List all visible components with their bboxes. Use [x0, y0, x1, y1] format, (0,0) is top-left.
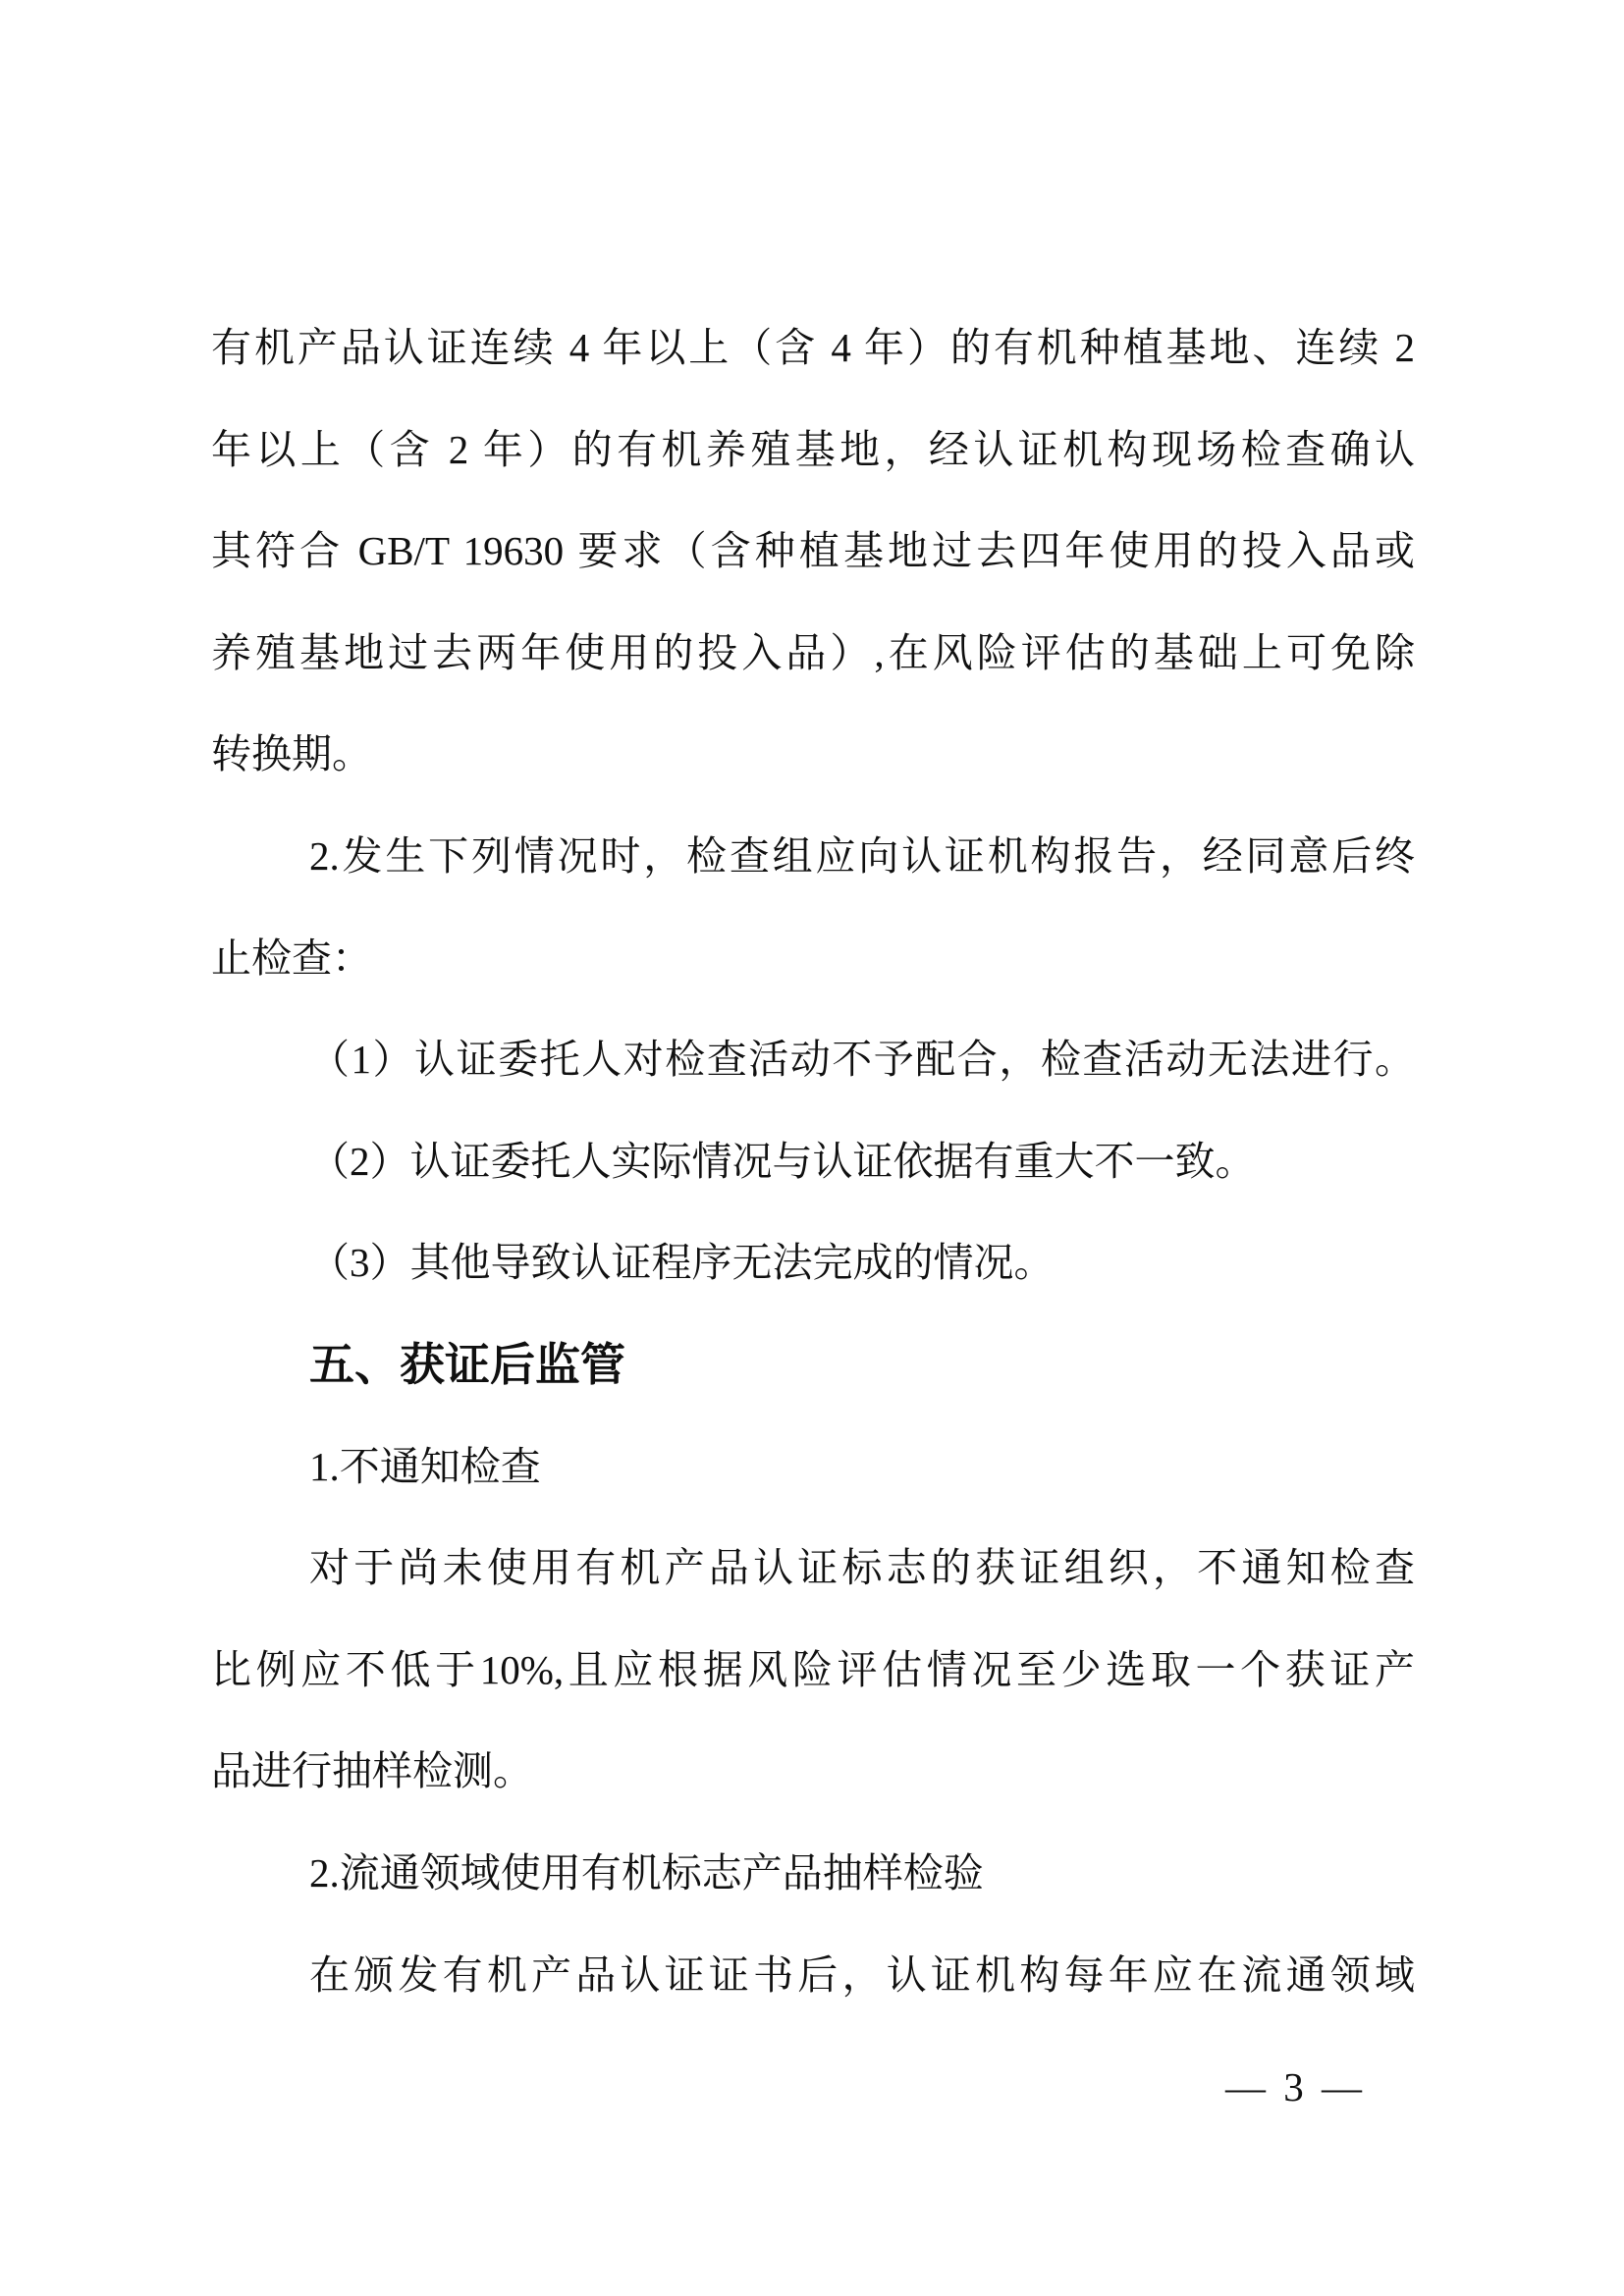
text-line: 比例应不低于10%,且应根据风险评估情况至少选取一个获证产: [211, 1646, 1415, 1692]
text-line: 养殖基地过去两年使用的投入品）,在风险评估的基础上可免除: [211, 629, 1415, 675]
text-line: 2.发生下列情况时，检查组应向认证机构报告，经同意后终: [309, 832, 1415, 879]
document-body: [211, 297, 1415, 2026]
text-line: 转换期。: [211, 731, 372, 777]
text-line: 品进行抽样检测。: [211, 1748, 533, 1794]
text-line: 2.流通领域使用有机标志产品抽样检验: [309, 1849, 984, 1896]
text-line: 其符合 GB/T 19630 要求（含种植基地过去四年使用的投入品或: [211, 528, 1415, 574]
text-line: 1.不通知检查: [309, 1443, 541, 1489]
text-line: （3）其他导致认证程序无法完成的情况。: [309, 1240, 1055, 1286]
text-line: （2）认证委托人实际情况与认证依据有重大不一致。: [309, 1138, 1256, 1184]
text-line: 在颁发有机产品认证证书后，认证机构每年应在流通领域: [309, 1951, 1415, 1998]
page-number: — 3 —: [1225, 2064, 1366, 2109]
text-line: 对于尚未使用有机产品认证标志的获证组织，不通知检查: [309, 1545, 1415, 1591]
text-line: 年以上（含 2 年）的有机养殖基地，经认证机构现场检查确认: [211, 426, 1415, 472]
section-heading: 五、获证后监管: [309, 1338, 625, 1390]
text-line: 有机产品认证连续 4 年以上（含 4 年）的有机种植基地、连续 2: [211, 325, 1415, 370]
text-line: 止检查：: [211, 934, 372, 981]
text-line: （1）认证委托人对检查活动不予配合，检查活动无法进行。: [309, 1037, 1415, 1083]
